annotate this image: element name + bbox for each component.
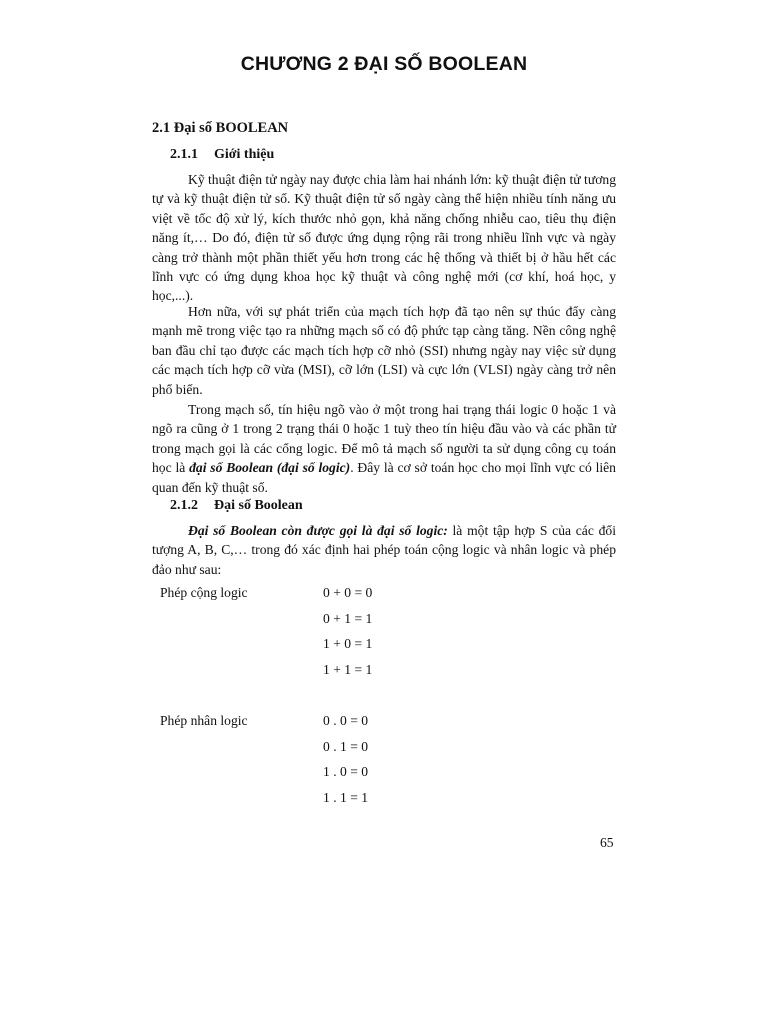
addition-row: 1 + 1 = 1 xyxy=(323,661,373,677)
addition-label: Phép cộng logic xyxy=(160,585,248,600)
multiplication-row: 1 . 1 = 1 xyxy=(323,789,369,805)
subsection-number: 2.1.2 xyxy=(170,498,198,513)
section-number: 2.1 xyxy=(152,120,171,136)
intro-paragraph-1: Kỹ thuật điện tử ngày nay được chia làm hai nhánh lớn: kỹ thuật điện tử tương tự và kỹ thuật điện tử số. Kỹ thuật điện tử số ngày càng thể hiện nhiều tính năng ưu việt về tốc độ xử lý, kích thước nhỏ gọn, khả năng chống nhiễu cao, tiêu thụ điện năng ít,… Do đó, điện tử số được ứng dụng rộng rãi trong nhiều lĩnh vực và ngày càng trở thành một phần thiết yếu hơn trong các hệ thống và thiết bị ở hầu hết các lĩnh vực có ứng dụng khoa học kỹ thuật và công nghệ mới (cơ khí, hoá học, y học,...). xyxy=(152,172,616,304)
addition-row: 1 + 0 = 1 xyxy=(323,636,373,652)
multiplication-row: 0 . 1 = 0 xyxy=(323,738,369,754)
chapter-title: CHƯƠNG 2 ĐẠI SỐ BOOLEAN xyxy=(240,53,528,75)
paragraph-text: . Đây là cơ sở toán học cho mọi lĩnh vực có liên quan đến kỹ thuật số. xyxy=(152,460,616,495)
addition-row: 0 + 0 = 0 xyxy=(323,585,373,600)
intro-paragraph-2: Hơn nữa, với sự phát triển của mạch tích hợp đã tạo nên sự thúc đẩy càng mạnh mẽ trong việc tạo ra những mạch số có độ phức tạp càng tăng. Nền công nghệ ban đầu chỉ tạo được các mạch tích hợp cỡ nhỏ (SSI) nhưng ngày nay việc sử dụng các mạch tích hợp cỡ vừa (MSI), cỡ lớn (LSI) và cực lớn (VLSI) ngày càng trở nên phổ biến. xyxy=(152,304,616,397)
addition-row: 0 + 1 = 1 xyxy=(323,610,373,626)
multiplication-rows xyxy=(323,713,368,815)
paragraph-text: Trong mạch số, tín hiệu ngõ vào ở một trong hai trạng thái logic 0 hoặc 1 và ngõ ra cũng ở 1 trong 2 trạng thái 0 hoặc 1 tuỳ theo tín hiệu đầu vào và các phần tử trong mạch gọi là các cổng logic. Để mô tả mạch số người ta sử dụng công cụ toán học là xyxy=(152,402,616,476)
subsection-title: Đại số Boolean xyxy=(214,498,303,513)
multiplication-row: 1 . 0 = 0 xyxy=(323,764,369,780)
subsection-number: 2.1.1 xyxy=(170,147,198,162)
definition-paragraph xyxy=(152,521,616,579)
definition-text: là một tập hợp S của các đối tượng A, B, C,… trong đó xác định hai phép toán cộng logic và nhân logic và phép đảo như sau: xyxy=(152,523,616,577)
multiplication-label: Phép nhân logic xyxy=(160,713,248,728)
definition-term: Đại số Boolean còn được gọi là đại số logic: xyxy=(188,523,448,538)
addition-rows xyxy=(323,585,372,687)
emphasis-boolean-algebra: đại số Boolean (đại số logic) xyxy=(189,460,351,476)
section-title: Đại số BOOLEAN xyxy=(173,120,289,136)
subsection-title: Giới thiệu xyxy=(214,147,275,162)
subsection-heading-intro xyxy=(170,147,274,163)
intro-paragraph-3 xyxy=(152,400,616,497)
subsection-heading-boolean xyxy=(170,498,303,514)
page-number: 65 xyxy=(600,835,614,850)
section-heading xyxy=(152,120,288,137)
multiplication-row: 0 . 0 = 0 xyxy=(323,713,369,728)
